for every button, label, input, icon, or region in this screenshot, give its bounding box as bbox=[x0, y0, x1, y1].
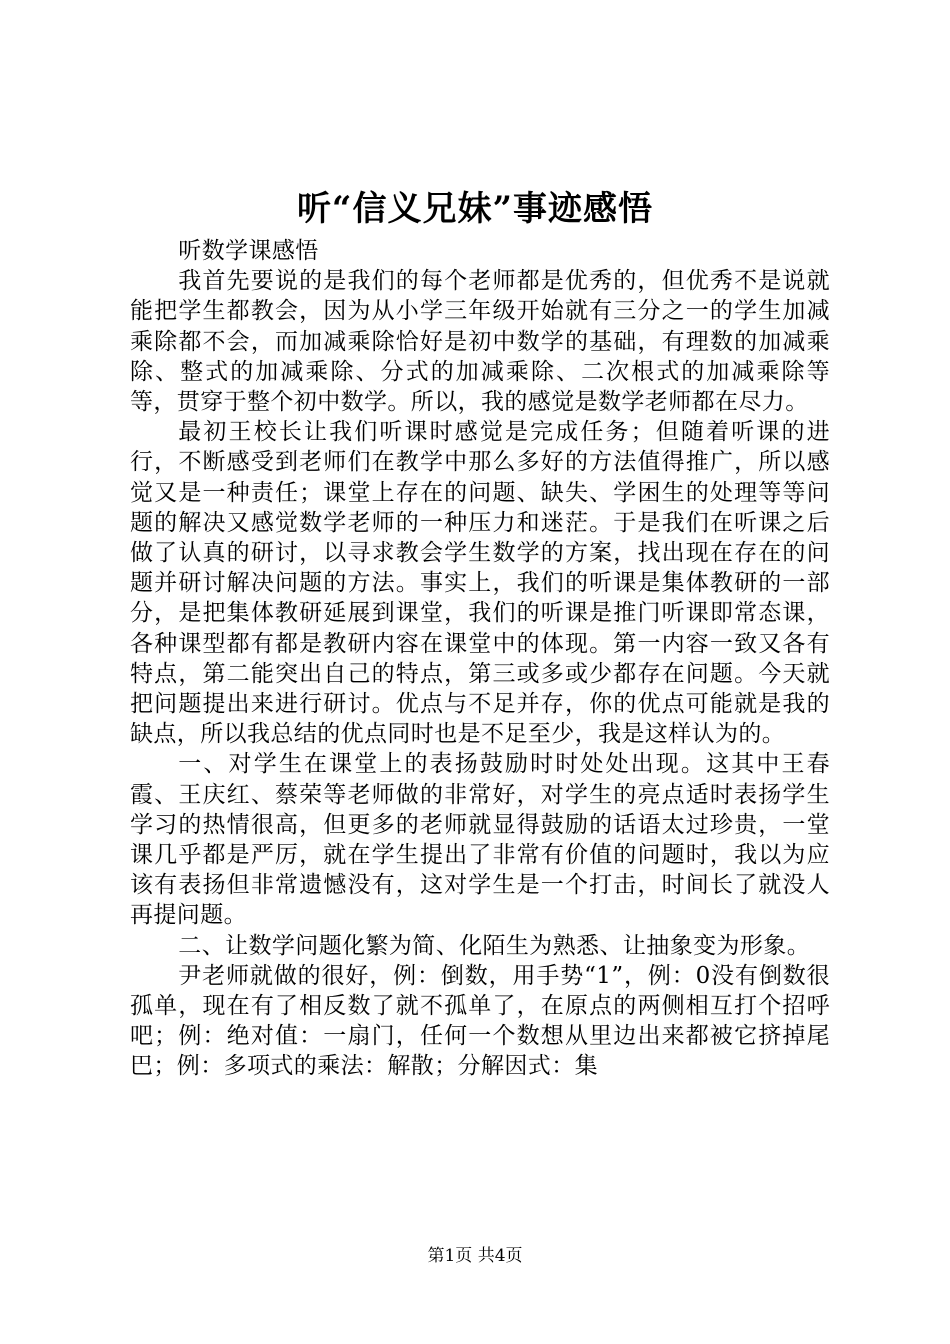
document-title: 听“信义兄妹”事迹感悟 bbox=[296, 189, 654, 229]
page-footer: 第1页 共4页 bbox=[427, 1246, 523, 1266]
paragraph: 听数学课感悟 bbox=[178, 238, 319, 264]
paragraph: 一、对学生在课堂上的表扬鼓励时时处处出现。这其中王春霞、王庆红、蔡荣等老师做的非常好，对学生的亮点适时表扬学生学习的热情很高，但更多的老师就显得鼓励的话语太过珍贵，一堂课几乎都是严厉，就在学生提出了非常有价值的问题时，我以为应该有表扬但非常遗憾没有，这对学生是一个打击，时间长了就没人再提问题。 bbox=[130, 751, 830, 929]
paragraph: 我首先要说的是我们的每个老师都是优秀的，但优秀不是说就能把学生都教会，因为从小学三年级开始就有三分之一的学生加减乘除都不会，而加减乘除恰好是初中数学的基础，有理数的加减乘除、整式的加减乘除、分式的加减乘除、二次根式的加减乘除等等，贯穿于整个初中数学。所以，我的感觉是数学老师都在尽力。 bbox=[130, 268, 830, 416]
paragraph: 最初王校长让我们听课时感觉是完成任务；但随着听课的进行，不断感受到老师们在教学中那么多好的方法值得推广，所以感觉又是一种责任；课堂上存在的问题、缺失、学困生的处理等等问题的解决又感觉数学老师的一种压力和迷茫。于是我们在听课之后做了认真的研讨，以寻求教会学生数学的方案，找出现在存在的问题并研讨解决问题的方法。事实上，我们的听课是集体教研的一部分，是把集体教研延展到课堂，我们的听课是推门听课即常态课，各种课型都有都是教研内容在课堂中的体现。第一内容一致又各有特点，第二能突出自己的特点，第三或多或少都存在问题。今天就把问题提出来进行研讨。优点与不足并存，你的优点可能就是我的缺点，所以我总结的优点同时也是不足至少，我是这样认为的。 bbox=[130, 419, 830, 748]
paragraph: 二、让数学问题化繁为简、化陌生为熟悉、让抽象变为形象。 bbox=[178, 932, 811, 959]
paragraph: 尹老师就做的很好，例：倒数，用手势“1”，例：0没有倒数很孤单，现在有了相反数了就不孤单了，在原点的两侧相互打个招呼吧；例：绝对值：一扇门，任何一个数想从里边出来都被它挤掉尾巴；例：多项式的乘法：解散；分解因式：集 bbox=[130, 962, 830, 1080]
document-body bbox=[130, 236, 830, 1082]
